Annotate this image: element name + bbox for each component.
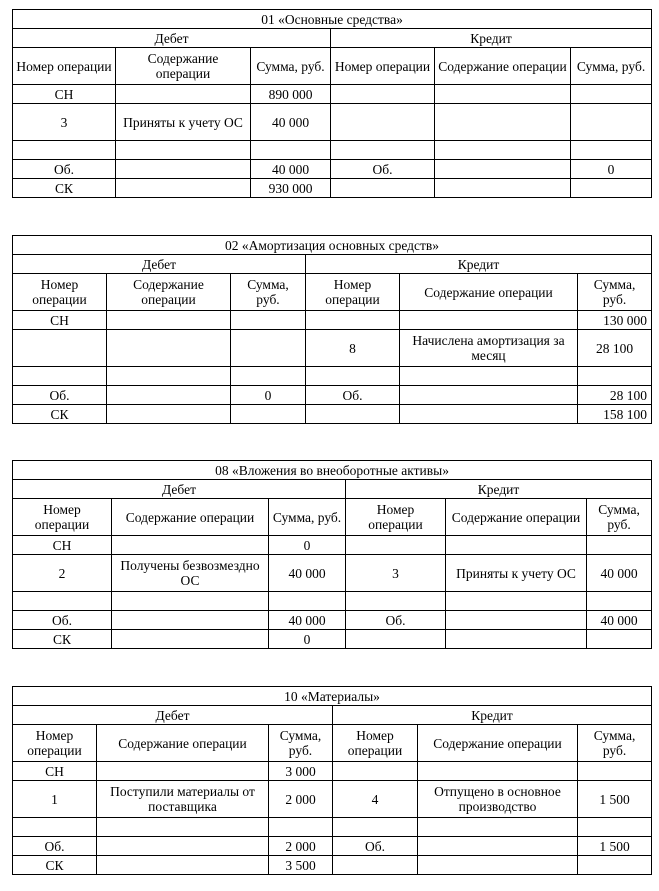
debit-op-num: 1 <box>13 781 97 818</box>
credit-op-desc: Приняты к учету ОС <box>446 555 587 592</box>
table-row-sk <box>13 856 652 875</box>
sk-credit <box>587 630 652 649</box>
col-sum-debit: Сумма, руб. <box>269 499 346 536</box>
credit-op-num: 3 <box>346 555 446 592</box>
table-row-sn <box>13 311 652 330</box>
col-op-num-debit: Номер операции <box>13 274 107 311</box>
debit-header: Дебет <box>13 706 333 725</box>
col-op-desc-credit: Содержание операции <box>418 725 578 762</box>
table-row-sk <box>13 405 652 424</box>
table-row-sk <box>13 630 652 649</box>
row-label: СК <box>13 630 112 649</box>
debit-op-sum: 2 000 <box>269 781 333 818</box>
row-label: СН <box>13 85 116 104</box>
account-title: 01 «Основные средства» <box>13 10 652 29</box>
row-label: Об. <box>306 386 400 405</box>
row-label: Об. <box>346 611 446 630</box>
debit-op-num <box>13 330 107 367</box>
col-op-desc-credit: Содержание операции <box>435 48 571 85</box>
ob-debit: 0 <box>231 386 306 405</box>
ob-debit: 40 000 <box>269 611 346 630</box>
sk-debit: 930 000 <box>251 179 331 198</box>
row-label: СН <box>13 311 107 330</box>
account-title: 10 «Материалы» <box>13 687 652 706</box>
ob-debit: 40 000 <box>251 160 331 179</box>
debit-op-desc: Поступили материалы от поставщика <box>97 781 269 818</box>
sk-debit: 3 500 <box>269 856 333 875</box>
sn-debit <box>231 311 306 330</box>
credit-op-sum: 28 100 <box>578 330 652 367</box>
credit-header: Кредит <box>306 255 652 274</box>
col-sum-credit: Сумма, руб. <box>578 725 652 762</box>
sk-credit <box>578 856 652 875</box>
col-op-num-debit: Номер операции <box>13 48 116 85</box>
table-row-turnover <box>13 837 652 856</box>
account-title: 08 «Вложения во внеоборотные активы» <box>13 461 652 480</box>
col-op-num-credit: Номер операции <box>346 499 446 536</box>
credit-op-sum: 40 000 <box>587 555 652 592</box>
account-title: 02 «Амортизация основных средств» <box>13 236 652 255</box>
table-row-sn <box>13 536 652 555</box>
credit-op-desc: Отпущено в основное производство <box>418 781 578 818</box>
sk-credit: 158 100 <box>578 405 652 424</box>
debit-op-num: 2 <box>13 555 112 592</box>
table-row-turnover <box>13 386 652 405</box>
sn-credit: 130 000 <box>578 311 652 330</box>
table-row-empty <box>13 141 652 160</box>
row-label: СК <box>13 179 116 198</box>
sn-credit <box>571 85 652 104</box>
table-row-sn <box>13 762 652 781</box>
table-row-sk <box>13 179 652 198</box>
sn-debit: 0 <box>269 536 346 555</box>
credit-op-sum: 1 500 <box>578 781 652 818</box>
col-sum-debit: Сумма, руб. <box>231 274 306 311</box>
credit-op-desc <box>435 104 571 141</box>
row-label: Об. <box>13 160 116 179</box>
table-row-operation <box>13 781 652 818</box>
table-row-operation <box>13 555 652 592</box>
row-label: Об. <box>13 611 112 630</box>
credit-op-desc: Начислена амортизация за месяц <box>400 330 578 367</box>
table-row-empty <box>13 818 652 837</box>
account-table-02 <box>12 235 652 424</box>
row-label: Об. <box>13 386 107 405</box>
col-sum-credit: Сумма, руб. <box>578 274 652 311</box>
row-label: Об. <box>333 837 418 856</box>
col-op-num-debit: Номер операции <box>13 499 112 536</box>
credit-header: Кредит <box>331 29 652 48</box>
debit-op-desc: Приняты к учету ОС <box>116 104 251 141</box>
col-op-desc-debit: Содержание операции <box>107 274 231 311</box>
table-row-turnover <box>13 160 652 179</box>
debit-op-num: 3 <box>13 104 116 141</box>
row-label: Об. <box>331 160 435 179</box>
row-label: СН <box>13 536 112 555</box>
credit-header: Кредит <box>346 480 652 499</box>
account-table-01 <box>12 9 652 198</box>
account-table-10 <box>12 686 652 875</box>
sn-debit: 3 000 <box>269 762 333 781</box>
col-op-desc-debit: Содержание операции <box>116 48 251 85</box>
credit-header: Кредит <box>333 706 652 725</box>
ob-debit: 2 000 <box>269 837 333 856</box>
account-table-08 <box>12 460 652 649</box>
sk-debit: 0 <box>269 630 346 649</box>
col-op-desc-debit: Содержание операции <box>97 725 269 762</box>
col-op-desc-credit: Содержание операции <box>400 274 578 311</box>
debit-op-desc: Получены безвозмездно ОС <box>112 555 269 592</box>
col-sum-debit: Сумма, руб. <box>251 48 331 85</box>
row-label: СК <box>13 405 107 424</box>
col-op-desc-debit: Содержание операции <box>112 499 269 536</box>
sk-debit <box>231 405 306 424</box>
row-label: СН <box>13 762 97 781</box>
table-row-operation <box>13 104 652 141</box>
col-op-num-credit: Номер операции <box>306 274 400 311</box>
debit-header: Дебет <box>13 255 306 274</box>
debit-header: Дебет <box>13 29 331 48</box>
ob-credit: 40 000 <box>587 611 652 630</box>
col-op-desc-credit: Содержание операции <box>446 499 587 536</box>
sn-credit <box>587 536 652 555</box>
ob-credit: 0 <box>571 160 652 179</box>
col-sum-credit: Сумма, руб. <box>571 48 652 85</box>
table-row-sn <box>13 85 652 104</box>
table-row-operation <box>13 330 652 367</box>
sn-credit <box>578 762 652 781</box>
debit-op-desc <box>107 330 231 367</box>
ob-credit: 28 100 <box>578 386 652 405</box>
credit-op-num: 4 <box>333 781 418 818</box>
credit-op-num <box>331 104 435 141</box>
table-row-turnover <box>13 611 652 630</box>
sn-debit: 890 000 <box>251 85 331 104</box>
col-sum-credit: Сумма, руб. <box>587 499 652 536</box>
col-op-num-credit: Номер операции <box>331 48 435 85</box>
sk-credit <box>571 179 652 198</box>
row-label: Об. <box>13 837 97 856</box>
debit-op-sum: 40 000 <box>251 104 331 141</box>
table-row-empty <box>13 367 652 386</box>
col-op-num-debit: Номер операции <box>13 725 97 762</box>
col-op-num-credit: Номер операции <box>333 725 418 762</box>
table-row-empty <box>13 592 652 611</box>
row-label: СК <box>13 856 97 875</box>
debit-op-sum <box>231 330 306 367</box>
credit-op-num: 8 <box>306 330 400 367</box>
credit-op-sum <box>571 104 652 141</box>
col-sum-debit: Сумма, руб. <box>269 725 333 762</box>
debit-op-sum: 40 000 <box>269 555 346 592</box>
debit-header: Дебет <box>13 480 346 499</box>
ob-credit: 1 500 <box>578 837 652 856</box>
